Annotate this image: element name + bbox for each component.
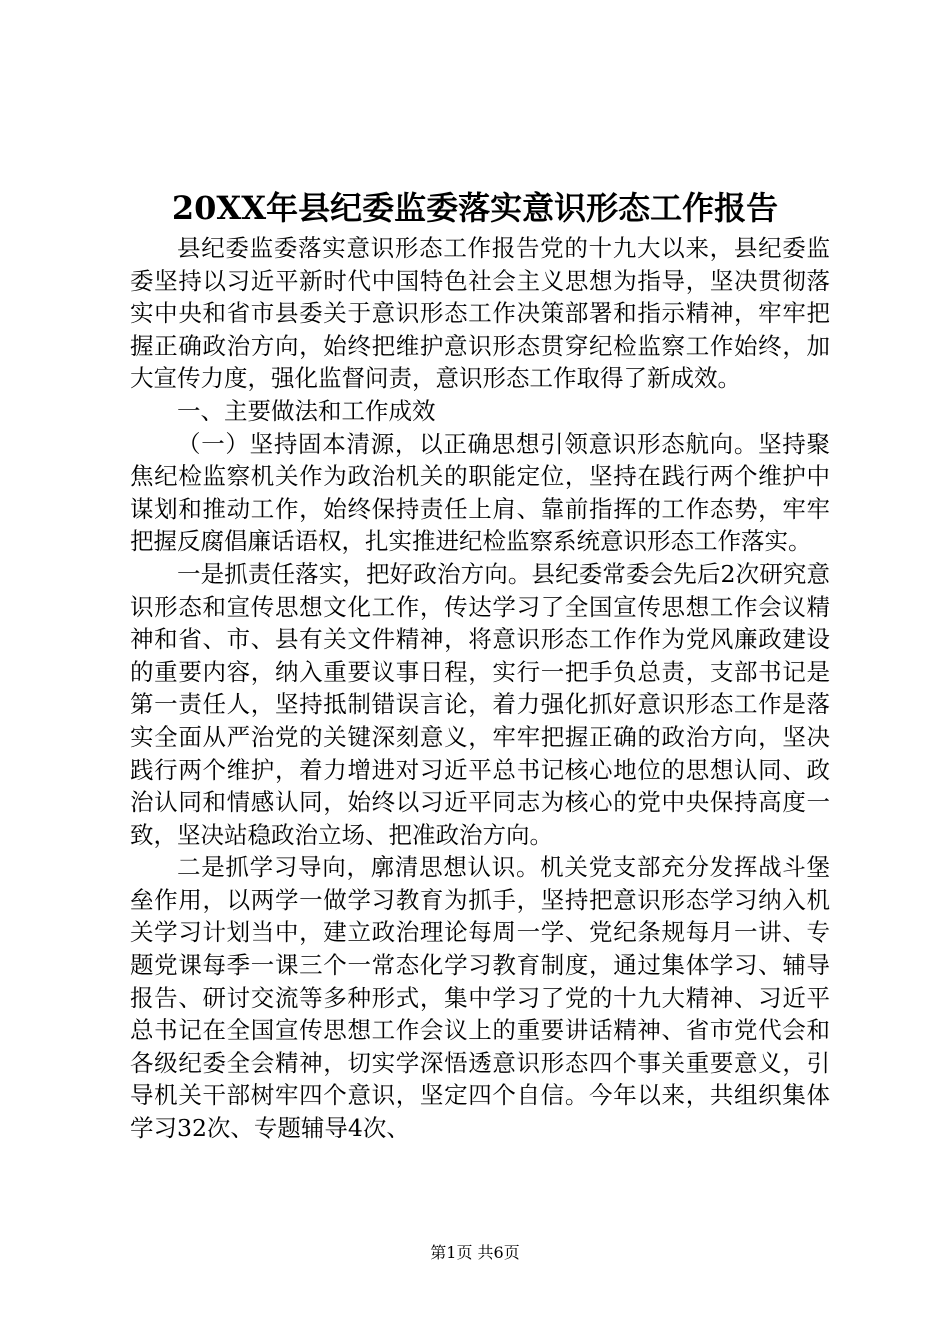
page-footer: 第1页 共6页 — [430, 1243, 520, 1262]
document-title: 20XX年县纪委监委落实意识形态工作报告 — [171, 189, 779, 227]
section-heading: 一、主要做法和工作成效 — [177, 396, 436, 425]
paragraph-subsection-1: （一）坚持固本清源，以正确思想引领意识形态航向。坚持聚焦纪检监察机关作为政治机关的职能定位，坚持在践行两个维护中谋划和推动工作，始终保持责任上肩、靠前指挥的工作态势，牢牢把握反腐倡廉话语权，扎实推进纪检监察系统意识形态工作落实。 — [130, 429, 830, 556]
paragraph-intro: 县纪委监委落实意识形态工作报告党的十九大以来，县纪委监委坚持以习近平新时代中国特色社会主义思想为指导，坚决贯彻落实中央和省市县委关于意识形态工作决策部署和指示精神，牢牢把握正确政治方向，始终把维护意识形态贯穿纪检监察工作始终，加大宣传力度，强化监督问责，意识形态工作取得了新成效。 — [130, 234, 830, 393]
paragraph-point-1: 一是抓责任落实，把好政治方向。县纪委常委会先后2次研究意识形态和宣传思想文化工作，传达学习了全国宣传思想工作会议精神和省、市、县有关文件精神，将意识形态工作作为党风廉政建设的重要内容，纳入重要议事日程，实行一把手负总责，支部书记是第一责任人，坚持抵制错误言论，着力强化抓好意识形态工作是落实全面从严治党的关键深刻意义，牢牢把握正确的政治方向，坚决践行两个维护，着力增进对习近平总书记核心地位的思想认同、政治认同和情感认同，始终以习近平同志为核心的党中央保持高度一致，坚决站稳政治立场、把准政治方向。 — [130, 559, 830, 849]
document-body — [130, 232, 830, 1145]
paragraph-point-2: 二是抓学习导向，廓清思想认识。机关党支部充分发挥战斗堡垒作用，以两学一做学习教育为抓手，坚持把意识形态学习纳入机关学习计划当中，建立政治理论每周一学、党纪条规每月一讲、专题党课每季一课三个一常态化学习教育制度，通过集体学习、辅导报告、研讨交流等多种形式，集中学习了党的十九大精神、习近平总书记在全国宣传思想工作会议上的重要讲话精神、省市党代会和各级纪委全会精神，切实学深悟透意识形态四个事关重要意义，引导机关干部树牢四个意识，坚定四个自信。今年以来，共组织集体学习32次、专题辅导4次、 — [130, 853, 830, 1143]
